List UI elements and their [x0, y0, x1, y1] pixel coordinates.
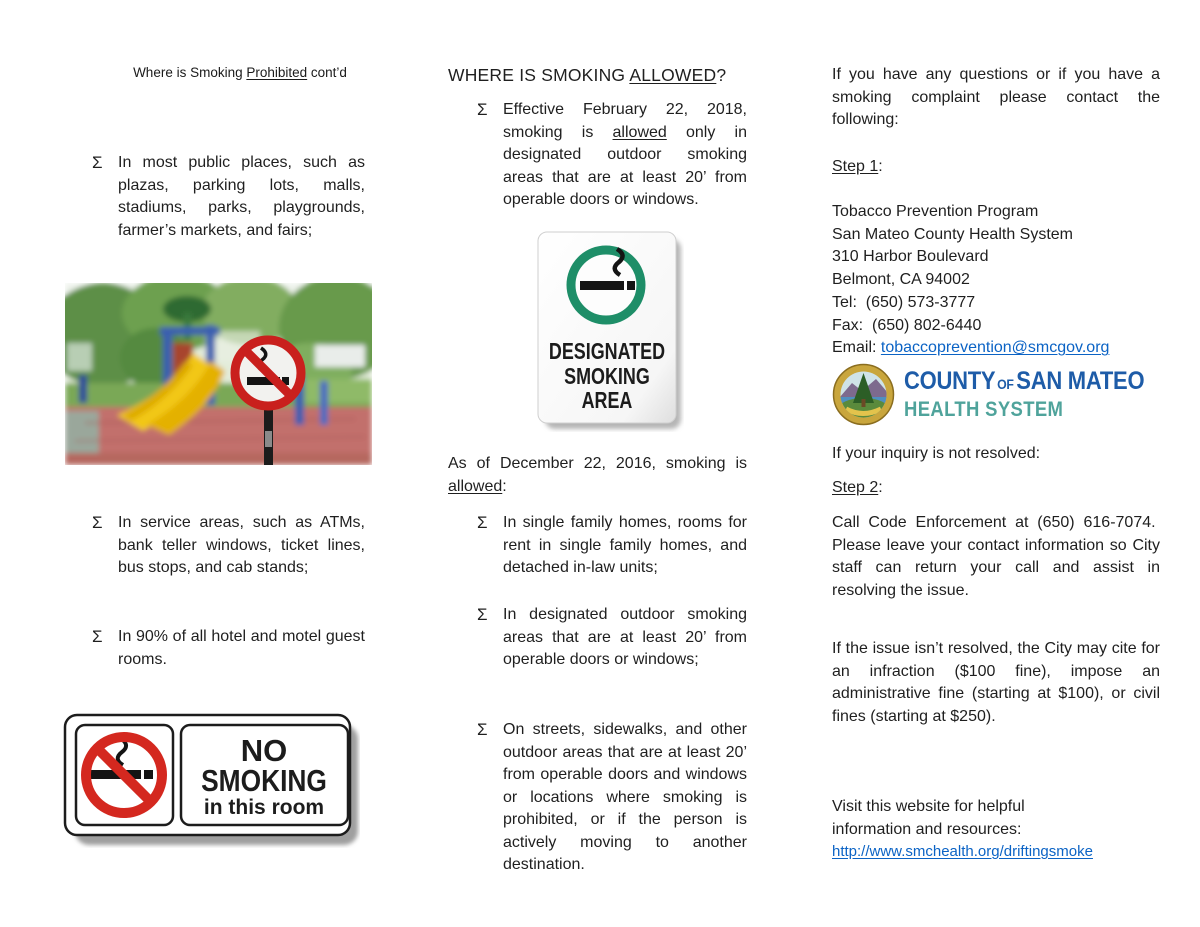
area-sign-line1: DESIGNATED — [548, 338, 666, 365]
column-left — [63, 0, 365, 927]
bullet-item — [92, 512, 365, 580]
inquiry-line: If your inquiry is not resolved: — [832, 445, 1041, 462]
contact-line-tel: Tel: (650) 573-3777 — [832, 293, 976, 311]
bullet-text: In single family homes, rooms for rent in single family homes, and detached in-law units; — [503, 514, 747, 576]
website-callout-line: Visit this website for helpful — [832, 798, 1025, 815]
bullet-text: On streets, sidewalks, and other outdoor areas that are at least 20’ from operable doors and windows or locations where smoking is prohibited, or if the person is actively moving to another destination. — [503, 721, 747, 873]
bullet-text: Effective February 22, 2018, smoking is allowed only in designated outdoor smoking areas that are at least 20’ from operable doors or windows. — [503, 101, 747, 208]
bullet-text: In service areas, such as ATMs, bank teller windows, ticket lines, bus stops, and cab stands; — [118, 514, 365, 576]
website-callout-line: information and resources: — [832, 820, 1022, 838]
playground-photo — [65, 283, 372, 465]
column-right — [832, 0, 1160, 927]
county-health-logo — [832, 363, 1177, 426]
bullet-glyph: Σ — [92, 627, 103, 646]
heading-underlined-word: ALLOWED — [629, 65, 717, 85]
contact-line: Tobacco Prevention Program — [832, 203, 1039, 220]
no-smoking-room-sign-art — [63, 713, 360, 848]
bullet-text: In designated outdoor smoking areas that are at least 20’ from operable doors or windows; — [503, 606, 747, 668]
column1-heading: Where is Smoking Prohibited cont’d — [133, 65, 347, 80]
contact-line: Belmont, CA 94002 — [832, 271, 970, 289]
bullet-item — [477, 719, 747, 877]
bullet-glyph: Σ — [477, 513, 488, 532]
bullet-item — [92, 626, 365, 671]
area-sign-line3: AREA — [581, 387, 633, 414]
contact-line: 310 Harbor Boulevard — [832, 248, 989, 266]
website-link[interactable]: http://www.smchealth.org/driftingsmoke — [832, 843, 1093, 860]
bullet-item — [477, 512, 747, 580]
intro-paragraph: If you have any questions or if you have a smoking complaint please contact the following: — [832, 66, 1160, 128]
bullet-glyph: Σ — [92, 513, 103, 532]
website-callout — [832, 796, 1160, 864]
bullet-glyph: Σ — [477, 605, 488, 624]
column-center — [440, 0, 747, 927]
designated-smoking-area-sign — [536, 230, 684, 432]
bullet-text: In most public places, such as plazas, parking lots, malls, stadiums, parks, playgrounds, farmer’s markets, and fairs; — [118, 154, 365, 239]
fines-paragraph: If the issue isn’t resolved, the City may cite for an infraction ($100 fine), impose an administrative fine (starting at $100), or civil fines (starting at $250). — [832, 640, 1160, 725]
contact-line-email: Email: tobaccoprevention@smcgov.org — [832, 339, 1110, 357]
as-of-paragraph: As of December 22, 2016, smoking is allowed: — [448, 455, 747, 495]
designated-smoking-area-sign-art — [536, 230, 684, 432]
bullet-text: In 90% of all hotel and motel guest rooms. — [118, 628, 365, 668]
contact-block — [832, 201, 1160, 360]
county-health-logo-text — [904, 368, 1177, 421]
room-sign-line3: in this room — [203, 796, 325, 819]
contact-line-fax: Fax: (650) 802-6440 — [832, 316, 982, 334]
step2-label: Step 2: — [832, 479, 883, 496]
column2-heading: WHERE IS SMOKING ALLOWED? — [448, 65, 727, 85]
email-link[interactable]: tobaccoprevention@smcgov.org — [880, 339, 1110, 357]
bullet-item — [477, 604, 747, 672]
bullet-glyph: Σ — [92, 153, 103, 172]
logo-line1: COUNTY OF SAN MATEO — [904, 367, 1145, 395]
playground-photo-art — [65, 283, 372, 465]
room-sign-line1: NO — [240, 733, 288, 768]
bullet-glyph: Σ — [477, 720, 488, 739]
no-smoking-room-sign — [63, 713, 360, 848]
bullet-glyph: Σ — [477, 100, 488, 119]
bullet-item — [92, 152, 365, 242]
step1-label: Step 1: — [832, 158, 883, 175]
smoking-permitted-symbol-icon — [571, 249, 641, 320]
contact-line: San Mateo County Health System — [832, 225, 1074, 243]
bullet-item — [477, 99, 747, 212]
heading-underlined-word: Prohibited — [246, 65, 308, 80]
heading-text: Where is Smoking — [133, 65, 247, 80]
county-seal-icon — [832, 363, 895, 426]
logo-line2: HEALTH SYSTEM — [904, 398, 1064, 421]
code-enforcement-paragraph: Call Code Enforcement at (650) 616-7074. Please leave your contact information so City staff can return your call and assist in resolving the issue. — [832, 514, 1160, 599]
room-sign-line2: SMOKING — [201, 764, 327, 799]
area-sign-line2: SMOKING — [564, 363, 650, 390]
